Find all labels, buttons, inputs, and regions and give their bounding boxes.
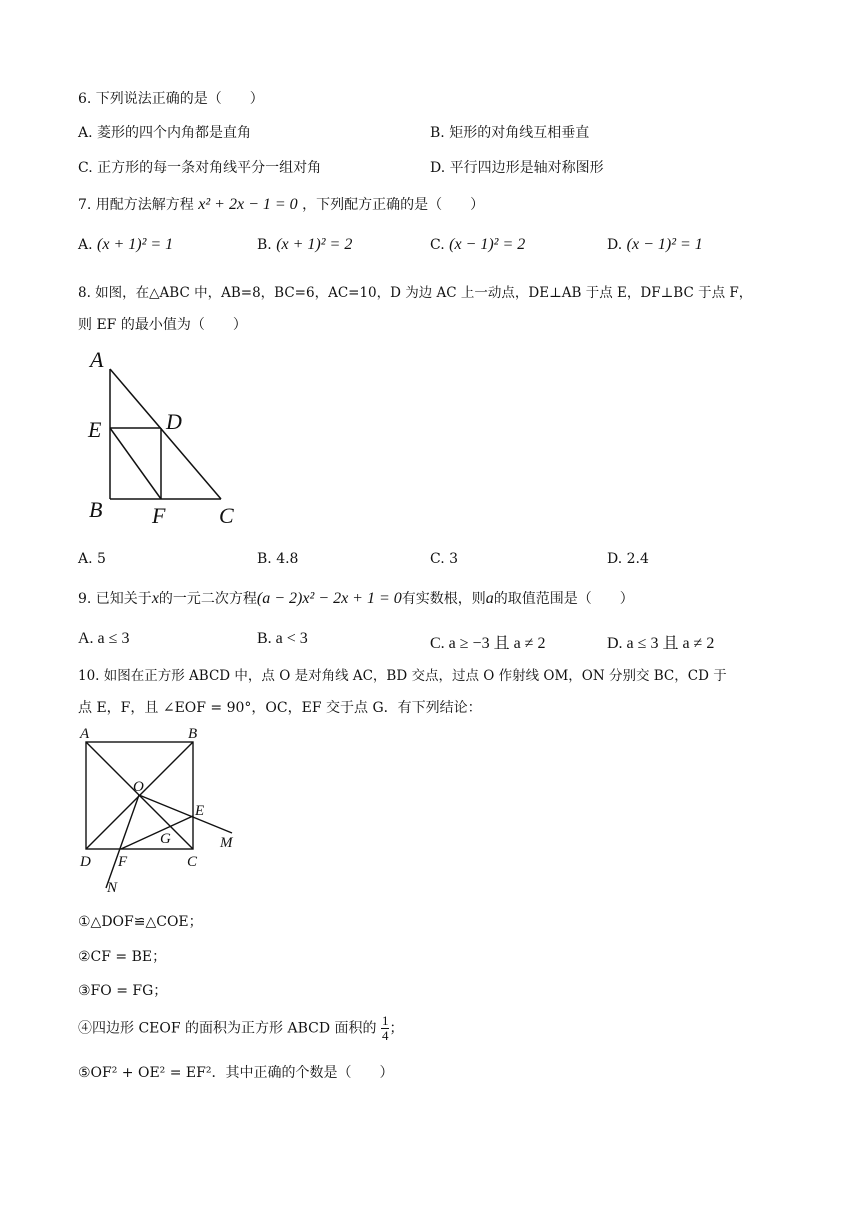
q8-label-c: C	[219, 503, 234, 528]
q10-label-d: D	[80, 854, 91, 870]
q10-conclusion-3: ③FO = FG；	[78, 983, 168, 999]
q9-stem-mid2: 有实数根，则	[401, 591, 486, 607]
q10-conclusion-4-suffix: ；	[389, 1020, 404, 1037]
q10-ray-om	[139, 795, 232, 833]
q8-segment-ef	[110, 428, 161, 499]
q7-option-b-letter: B.	[257, 237, 272, 253]
q8-label-b: B	[89, 497, 103, 522]
q10-label-b: B	[188, 726, 198, 742]
q8-label-a: A	[90, 347, 104, 372]
q10-figure	[74, 722, 244, 894]
q7-stem-prefix: 7. 用配方法解方程	[78, 197, 194, 213]
q10-label-a: A	[80, 726, 90, 742]
q7-option-c-letter: C.	[430, 237, 445, 253]
q10-fraction-numerator: 1	[381, 1013, 389, 1028]
q9-var-x: x	[151, 590, 159, 607]
q8-segment-ac	[110, 369, 221, 499]
q7-option-d	[607, 236, 703, 254]
q10-stem-line1: 10. 如图在正方形 ABCD 中，点 O 是对角线 AC，BD 交点，过点 O 作射线 OM，ON 分别交 BC，CD 于	[78, 668, 727, 684]
q10-label-f: F	[118, 854, 128, 870]
q9-stem-prefix: 9. 已知关于	[78, 591, 152, 607]
q10-label-o: O	[133, 779, 144, 795]
q7-option-c	[430, 236, 525, 254]
q10-label-e: E	[195, 803, 205, 819]
q9-equation: (a − 2)x² − 2x + 1 = 0	[256, 590, 402, 607]
q8-option-a: A. 5	[78, 551, 106, 567]
q8-option-c: C. 3	[430, 551, 459, 567]
q8-option-d: D. 2.4	[607, 551, 649, 567]
q9-stem-mid: 的一元二次方程	[158, 591, 257, 607]
q9-option-c: C. a ≥ −3 且 a ≠ 2	[430, 635, 546, 652]
q9-stem-suffix: 的取值范围是（ ）	[493, 591, 634, 607]
q6-stem: 6. 下列说法正确的是（ ）	[78, 91, 264, 107]
q8-figure	[84, 345, 254, 530]
q10-conclusion-2: ②CF = BE；	[78, 949, 167, 965]
q6-option-b: B. 矩形的对角线互相垂直	[430, 125, 590, 141]
q7-option-a	[78, 236, 173, 254]
q10-label-g: G	[160, 831, 171, 847]
q10-label-c: C	[187, 854, 198, 870]
q7-option-a-letter: A.	[78, 237, 93, 253]
q8-option-b: B. 4.8	[257, 551, 299, 567]
q7-option-d-letter: D.	[607, 237, 623, 253]
q8-label-d: D	[166, 409, 182, 434]
q10-label-n: N	[107, 880, 118, 894]
q9-option-b: B. a < 3	[257, 630, 308, 647]
q7-option-b-value: (x + 1)² = 2	[276, 236, 353, 253]
q10-stem-line2: 点 E，F，且 ∠EOF = 90°，OC，EF 交于点 G．有下列结论：	[78, 700, 482, 716]
q8-stem-line2: 则 EF 的最小值为（ ）	[78, 317, 247, 333]
q7-stem	[78, 194, 484, 214]
q9-option-d: D. a ≤ 3 且 a ≠ 2	[607, 635, 715, 652]
q7-option-b	[257, 236, 352, 254]
q9-var-a: a	[485, 590, 494, 607]
q10-conclusion-4	[78, 1014, 403, 1043]
q7-option-a-value: (x + 1)² = 1	[97, 236, 174, 253]
q6-option-d: D. 平行四边形是轴对称图形	[430, 160, 604, 176]
q7-equation: x² + 2x − 1 = 0	[198, 196, 298, 213]
q8-stem-line1: 8. 如图，在△ABC 中，AB=8，BC=6，AC=10，D 为边 AC 上一动点，DE⊥AB 于点 E，DF⊥BC 于点 F，	[78, 285, 753, 301]
q9-option-a: A. a ≤ 3	[78, 630, 130, 647]
q10-conclusion-5: ⑤OF² + OE² = EF²．其中正确的个数是（ ）	[78, 1065, 394, 1081]
q10-label-m: M	[220, 835, 233, 851]
q6-option-c: C. 正方形的每一条对角线平分一组对角	[78, 160, 322, 176]
q6-option-a: A. 菱形的四个内角都是直角	[78, 125, 252, 141]
q10-segment-ef	[121, 816, 193, 849]
q10-ray-on	[106, 795, 139, 888]
q7-option-d-value: (x − 1)² = 1	[626, 236, 703, 253]
q9-stem	[78, 588, 634, 608]
q7-stem-suffix: ，下列配方正确的是（ ）	[302, 197, 485, 213]
q7-option-c-value: (x − 1)² = 2	[449, 236, 526, 253]
q10-conclusion-1: ①△DOF≌△COE；	[78, 914, 203, 930]
q8-label-e: E	[88, 417, 102, 442]
q10-fraction-denominator: 4	[381, 1028, 389, 1043]
q8-label-f: F	[152, 503, 166, 528]
q10-conclusion-4-text: ④四边形 CEOF 的面积为正方形 ABCD 面积的	[78, 1020, 377, 1037]
